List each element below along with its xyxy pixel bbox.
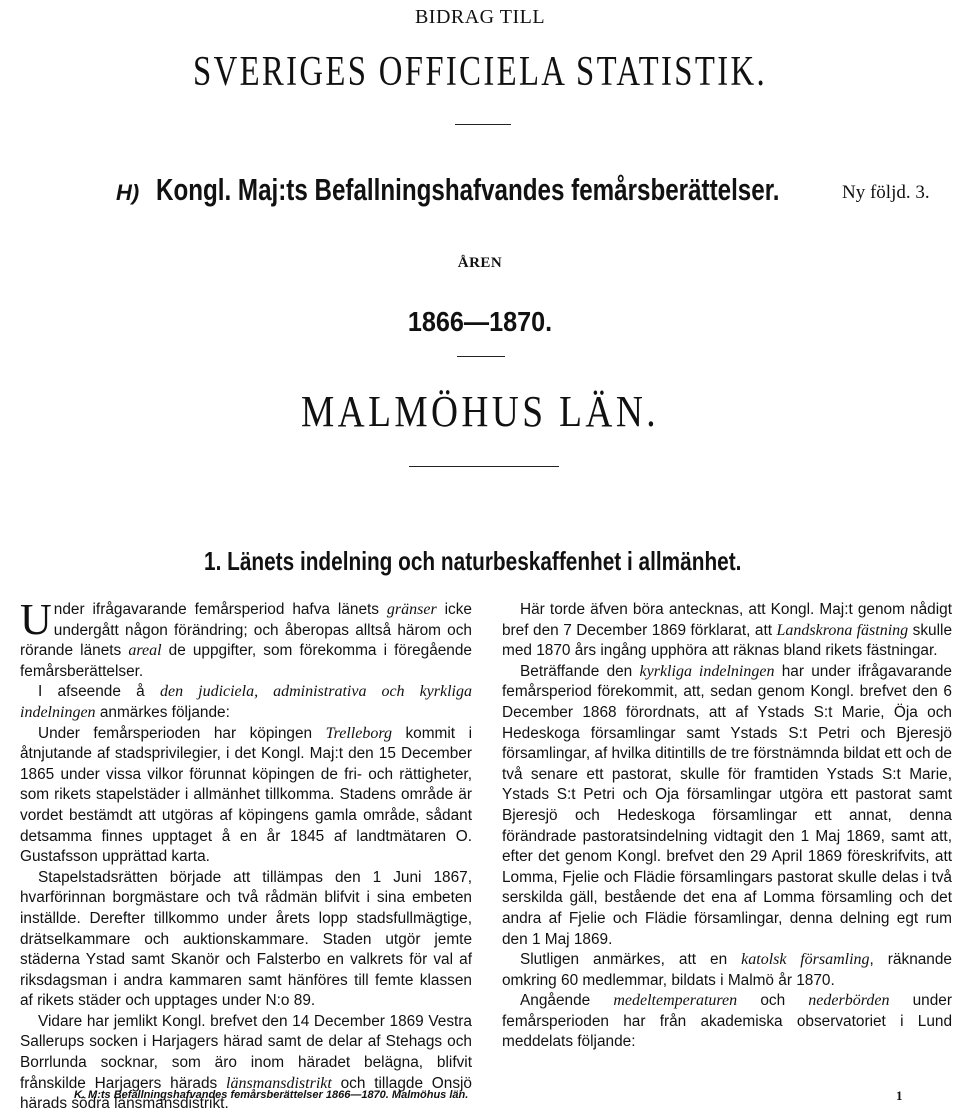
text-run: nder ifrågavarande femårsperiod hafva länets: [53, 601, 387, 618]
text-run: de uppgifter, som förekomma i föregående femårsberättelser.: [20, 642, 472, 680]
text-run: Här torde äfven böra antecknas, att Kongl. Maj:t genom nådigt bref den 7 December 1869 förklarat, att: [502, 601, 952, 639]
text-run: skulle med 1870 års ingång upphöra att räknas bland rikets fästningar.: [502, 621, 953, 660]
paragraph: [502, 991, 952, 1053]
paragraph: [502, 600, 952, 662]
divider-rule: [409, 466, 559, 467]
italic-term: medeltemperaturen: [613, 992, 738, 1010]
page-number: 1: [896, 1088, 903, 1103]
new-series-label: Ny följd. 3.: [842, 182, 930, 203]
series-title: SVERIGES OFFICIELA STATISTIK.: [193, 49, 767, 95]
italic-term: Trelleborg: [325, 724, 392, 742]
years-heading: 1866—1870.: [407, 306, 553, 337]
county-title: MALMÖHUS LÄN.: [301, 387, 659, 436]
italic-term: länsmansdistrikt: [226, 1074, 332, 1092]
paragraph: [502, 950, 952, 991]
divider-rule: [455, 124, 511, 125]
text-run: under femårsperioden har från akademiska observatoriet i Lund meddelats följande:: [502, 992, 952, 1051]
text-run: Slutligen anmärkes, att en: [520, 951, 742, 969]
italic-term: den judiciela, administrativa och kyrkliga indelningen: [20, 683, 472, 721]
series-letter: H): [116, 180, 140, 205]
text-run: Angående: [520, 992, 614, 1010]
text-run: icke undergått någon förändring; och åberopas alltså härom och rörande länets: [20, 601, 472, 660]
subtitle: Kongl. Maj:ts Befallningshafvandes femårsberättelser.: [155, 172, 780, 207]
text-run: , räknande omkring 60 medlemmar, bildats i Malmö år 1870.: [502, 951, 952, 989]
text-run: och tillagde Onsjö härads södra länsmansdistrikt.: [20, 1074, 472, 1113]
bidrag-heading: BIDRAG TILL: [414, 6, 546, 28]
right-column: [502, 600, 952, 1053]
text-run: och: [737, 992, 809, 1010]
section-title: 1. Länets indelning och naturbeskaffenhet i allmänhet.: [204, 546, 742, 576]
paragraph: [20, 724, 472, 868]
text-run: Vidare har jemlikt Kongl. brefvet den 14 December 1869 Vestra Sallerups socken i Harjagers härad samt de delar af Stehags och Borrlunda socknar, som äro inom häradet belägna, blifvit frånskilde Harjagers härads: [20, 1012, 472, 1092]
aren-label: ÅREN: [457, 255, 503, 271]
text-run: Under femårsperioden har köpingen: [38, 724, 326, 742]
text-run: I afseende å: [38, 683, 161, 701]
text-run: Beträffande den: [520, 662, 640, 680]
italic-term: gränser: [386, 601, 437, 618]
italic-term: kyrkliga indelningen: [639, 662, 775, 680]
text-run: anmärkes följande:: [95, 703, 230, 721]
paragraph: Stapelstadsrätten började att tillämpas den 1 Juni 1867, hvarförinnan borgmästare och två rådmän blifvit i sina embeten inställde. Derefter tillkommo under årets lopp stadsfullmägtige, drätselkammare och auktionskammare. Staden utgör jemte städerna Ystad samt Skanör och Falsterbo en valkrets för val af riksdagsman i andra kammaren samt hänföres till femte klassen af rikets städer och upptages under N:o 89.: [20, 868, 472, 1010]
running-footer: K. M:ts Befallningshafvandes femårsberättelser 1866—1870. Malmöhus län.: [74, 1089, 469, 1101]
italic-term: nederbörden: [808, 992, 890, 1010]
paragraph: [20, 682, 472, 723]
divider-rule: [457, 356, 505, 357]
left-column: [20, 595, 472, 1115]
italic-term: katolsk församling: [741, 951, 870, 969]
drop-cap: U: [20, 595, 52, 644]
text-run: kommit i åtnjutande af stadsprivilegier, i det Kongl. Maj:t den 15 December 1865 under vissa vilkor förunnat köpingen de fri- och rättigheter, som rikets stapelstäder i allmänhet tillkomma. Stadens område är vordet bestämdt att utgöras af köpingens gamla område, sådant detsamma finnes upptaget å en år 1845 af landtmätaren O. Gustafsson upprättad karta.: [20, 724, 472, 866]
paragraph: [20, 595, 472, 682]
paragraph: [502, 662, 952, 950]
italic-term: Landskrona fästning: [776, 621, 909, 639]
text-run: har under ifrågavarande femårsperiod förekommit, att, sedan genom Kongl. brefvet den 6 December 1868 förordnats, att af Ystads S:t Marie, Öja och Hedeskoga församlingar samt Ystads S:t Petri och Bjeresjö församlingar, af hvilka ditintills de tre förstnämnda bildat ett och de två senare ett pastorat, skulle för framtiden Ystads S:t Marie, Ystads S:t Petri och Oja församlingar utgöra ett pastorat samt Bjeresjö och Hedeskoga församlingar ett annat, denna förändrade pastoratsindelning vidtagit den 1 Maj 1869, samt att, efter det genom Kongl. brefvet den 29 April 1869 föreskrifvits, att Lomma, Fjelie och Flädie församlingars pastorat skulle delas i två serskilda gäll, bestående det ena af Lomma församling och det andra af Fjelie och Flädie församlingar, denna delning egt rum den 1 Maj 1869.: [502, 662, 952, 948]
subtitle-line: [116, 172, 956, 208]
italic-term: areal: [128, 642, 162, 660]
